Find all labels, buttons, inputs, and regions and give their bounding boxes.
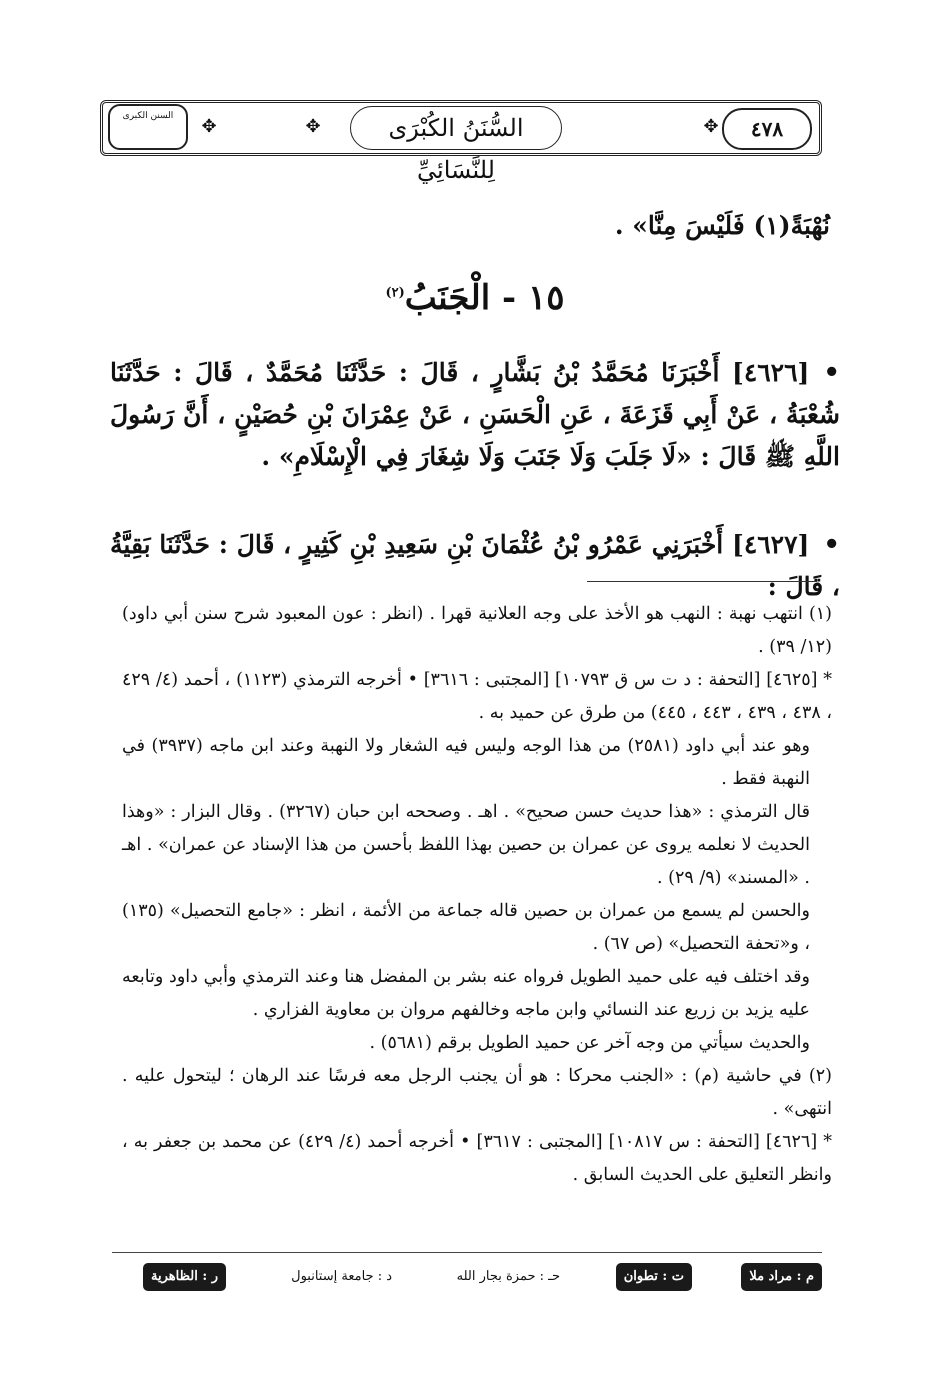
- siglum-h: حـ : حمزة بجار الله: [456, 1269, 560, 1284]
- hadith-4626: • [٤٦٢٦] أَخْبَرَنَا مُحَمَّدُ بْنُ بَشَّارٍ ، قَالَ : حَدَّثَنَا مُحَمَّدٌ ، قَالَ : حَدَّثَنَا شُعْبَةُ ، عَنْ أَبِي قَزَعَةَ ، عَنِ الْحَسَنِ ، عَنْ عِمْرَانَ بْنِ حُصَيْنٍ ، أَنَّ رَسُولَ اللَّهِ ﷺ قَالَ : «لَا جَلَبَ وَلَا جَنَبَ وَلَا شِغَارَ فِي الْإِسْلَامِ» .: [110, 352, 840, 478]
- note-paragraph: قال الترمذي : «هذا حديث حسن صحيح» . اهـ . وصححه ابن حبان (٣٢٦٧) . وقال البزار : «وهذا الحديث لا نعلمه يروى عن عمران بن حصين بهذا اللفظ بأحسن من هذا الإسناد عن عمران» . اهـ . «المسند» (٩/ ٢٩) .: [122, 802, 810, 888]
- ornament-knot-icon: ✥: [201, 116, 217, 137]
- ornament-knot-icon: ✥: [703, 116, 719, 137]
- footnote-ref: (٢): [385, 285, 405, 301]
- continuation-line: نُهْبَةً(١) فَلَيْسَ مِنَّا» .: [614, 211, 830, 240]
- note-paragraph: والحسن لم يسمع من عمران بن حصين قاله جماعة من الأئمة ، انظر : «جامع التحصيل» (١٣٥) ، و«تحفة التحصيل» (ص ٦٧) .: [122, 901, 810, 954]
- hadith-4627: • [٤٦٢٧] أَخْبَرَنِي عَمْرُو بْنُ عُثْمَانَ بْنِ سَعِيدِ بْنِ كَثِيرٍ ، قَالَ : حَدَّثَنَا بَقِيَّةُ ، قَالَ :: [110, 524, 840, 608]
- siglum-t: ت : تطوان: [616, 1263, 692, 1291]
- logo-text: السنن الكبرى: [122, 111, 174, 121]
- footnote-divider: [587, 581, 817, 582]
- section-title: ١٥ - الْجَنَبُ: [404, 278, 565, 318]
- footnote-2: (٢) في حاشية (م) : «الجنب محركا : هو أن يجنب الرجل معه فرسًا عند الرهان ؛ ليتحول عليه . انتهى» .: [122, 1066, 832, 1119]
- ornament-knot-icon: ✥: [305, 116, 321, 137]
- siglum-r: ر : الظاهرية: [143, 1263, 226, 1291]
- book-title: السُّنَنُ الكُبْرَى لِلنَّسَائِيِّ: [350, 106, 562, 150]
- page-header: [100, 100, 822, 184]
- takhrij-4625: * [٤٦٢٥] [التحفة : د ت س ق ١٠٧٩٣] [المجتبى : ٣٦١٦] • أخرجه الترمذي (١١٢٣) ، أحمد (٤/ ٤٢٩ ، ٤٣٨ ، ٤٣٩ ، ٤٤٣ ، ٤٤٥) من طرق عن حميد به .: [122, 670, 832, 723]
- note-paragraph: وهو عند أبي داود (٢٥٨١) من هذا الوجه وليس فيه الشغار ولا النهبة وعند ابن ماجه (٣٩٣٧) في النهبة فقط .: [122, 736, 810, 789]
- footer-divider: [112, 1252, 822, 1253]
- footnote-1: (١) انتهب نهبة : النهب هو الأخذ على وجه العلانية قهرا . (انظر : عون المعبود شرح سنن أبي داود) (١٢/ ٣٩) .: [122, 604, 832, 657]
- siglum-d: د : جامعة إستانبول: [291, 1269, 392, 1284]
- takhrij-4626: * [٤٦٢٦] [التحفة : س ١٠٨١٧] [المجتبى : ٣٦١٧] • أخرجه أحمد (٤/ ٤٢٩) عن محمد بن جعفر به ، وانظر التعليق على الحديث السابق .: [122, 1132, 833, 1185]
- section-heading: [0, 278, 950, 318]
- note-paragraph: والحديث سيأتي من وجه آخر عن حميد الطويل برقم (٥٦٨١) .: [369, 1033, 810, 1053]
- footnotes: [122, 598, 832, 1192]
- book-logo: [108, 104, 188, 150]
- siglum-m: م : مراد ملا: [741, 1263, 822, 1291]
- page-number: ٤٧٨: [722, 108, 812, 150]
- manuscript-sigla: [112, 1263, 822, 1293]
- note-paragraph: وقد اختلف فيه على حميد الطويل فرواه عنه بشر بن المفضل هنا وعند الترمذي وأبي داود وتابعه عليه يزيد بن زريع عند النسائي وابن ماجه وخالفهم مروان بن معاوية الفزاري .: [122, 967, 810, 1020]
